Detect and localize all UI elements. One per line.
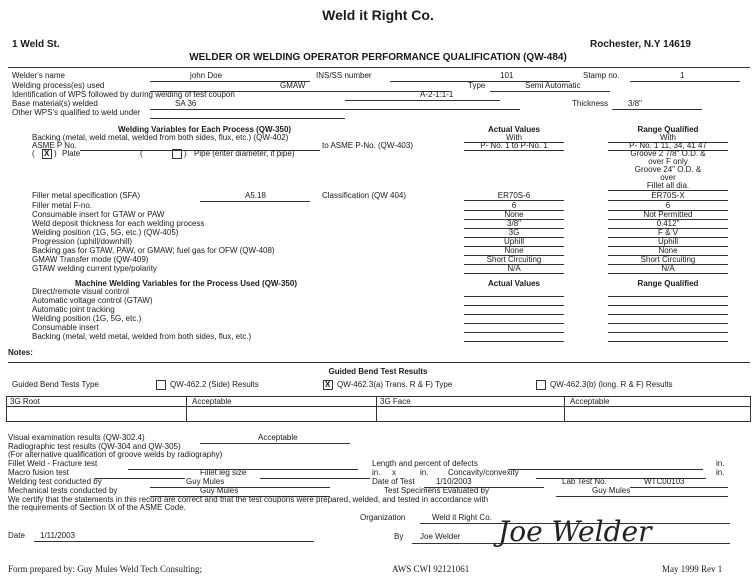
company-name: Weld it Right Co. <box>322 7 434 23</box>
actual-value: 3/8" <box>507 219 521 228</box>
range-value: Fillet all dia. <box>646 181 690 190</box>
fillet-fracture-label: Fillet Weld - Fracture test <box>8 459 98 468</box>
actual-value: 3G <box>508 228 520 237</box>
alt-qualification-label: (For alternative qualification of groove welds by radiography) <box>8 450 223 459</box>
machine-range-line <box>608 296 728 297</box>
range-value: F & V <box>657 228 678 237</box>
actual-value: ER70S-6 <box>497 191 531 200</box>
filler-spec-value: A5.18 <box>245 191 266 200</box>
ins-label: INS/SS number <box>316 71 372 80</box>
plate-label: Plate <box>62 149 81 158</box>
machine-actual-line <box>464 341 564 342</box>
range-value: Groove 2 7/8" O.D. & <box>630 149 706 158</box>
company-city: Rochester, N.Y 14619 <box>590 39 691 50</box>
process-value: GMAW <box>280 81 306 90</box>
range-value: ER70S-X <box>651 191 685 200</box>
actual-value: None <box>504 210 524 219</box>
long-bend-label: QW-462.3(b) (long. R & F) Results <box>550 380 673 389</box>
lab-test-value: WTC00103 <box>644 477 685 486</box>
type-label: Type <box>468 81 486 90</box>
machine-actual-line <box>464 332 564 333</box>
date-label: Date <box>8 531 25 540</box>
actual-line <box>464 273 564 274</box>
type-line <box>490 91 610 92</box>
concavity-label: Concavity/convexity <box>448 468 519 477</box>
conducted-by-value: Guy Mules <box>186 477 225 486</box>
trans-bend-checkbox[interactable] <box>323 380 333 390</box>
bend-types-label: Guided Bend Tests Type <box>12 380 99 389</box>
footer-aws: AWS CWI 92121061 <box>392 564 470 574</box>
thickness-value: 3/8" <box>628 99 642 108</box>
company-address: 1 Weld St. <box>12 39 60 50</box>
thickness-label: Thickness <box>572 99 609 108</box>
machine-variable-label: Automatic voltage control (GTAW) <box>32 296 153 305</box>
machine-variable-label: Welding position (1G, 5G, etc.) <box>32 314 142 323</box>
actual-value: Uphill <box>503 237 524 246</box>
machine-variable-label: Backing (metal, weld metal, welded from both sides, flux, etc.) <box>32 332 252 341</box>
machine-variable-label: Automatic joint tracking <box>32 305 115 314</box>
variable-label: Welding position (1G, 5G, etc.) (QW-405) <box>32 228 179 237</box>
other-wps-line <box>150 118 345 119</box>
machine-range-line <box>608 332 728 333</box>
filler-spec-line <box>200 201 310 202</box>
actual-value: P- No. 1 to P-No. 1 <box>480 141 548 150</box>
date-line <box>34 541 314 542</box>
machine-actual-line <box>464 305 564 306</box>
machine-range-line <box>608 305 728 306</box>
macro-fusion-label: Macro fusion test <box>8 468 69 477</box>
lab-test-line <box>630 487 728 488</box>
bend-cell: Acceptable <box>570 397 610 406</box>
radiographic-label: Radiographic test results (QW-304 and QW-305) <box>8 442 181 451</box>
signature: Joe Welder <box>498 515 652 548</box>
range-value: N/A <box>661 264 675 273</box>
bend-cell: Acceptable <box>192 397 232 406</box>
pipe-checkbox[interactable] <box>172 149 182 159</box>
stamp-label: Stamp no. <box>583 71 620 80</box>
range-value: 6 <box>665 201 671 210</box>
classification-label: Classification (QW 404) <box>322 191 407 200</box>
asme-p-label: ASME P No. <box>32 141 77 150</box>
machine-heading: Machine Welding Variables for the Process Used (QW-350) <box>75 279 297 288</box>
variables-heading: Welding Variables for Each Process (QW-350) <box>118 125 292 134</box>
variable-label: Progression (uphill/downhill) <box>32 237 133 246</box>
x-separator: x <box>392 468 396 477</box>
fillet-leg-label: Fillet leg size <box>200 468 247 477</box>
bend-results-table <box>6 396 751 422</box>
type-value: Semi Automatic <box>525 81 581 90</box>
conducted-by-line <box>150 487 330 488</box>
form-title: WELDER OR WELDING OPERATOR PERFORMANCE QUALIFICATION (QW-484) <box>189 52 567 63</box>
machine-range-heading: Range Qualified <box>637 279 699 288</box>
actual-values-heading: Actual Values <box>487 125 541 134</box>
variable-label: GTAW welding current type/polarity <box>32 264 157 273</box>
ins-value: 101 <box>500 71 514 80</box>
actual-value: With <box>506 133 522 142</box>
bend-col-divider <box>186 396 187 422</box>
machine-variable-label: Direct/remote visual control <box>32 287 129 296</box>
by-label: By <box>394 532 404 541</box>
range-value: Not Permitted <box>643 210 693 219</box>
side-bend-label: QW-462.2 (Side) Results <box>170 380 259 389</box>
range-value: Uphill <box>657 237 678 246</box>
certify-line-2: the requirements of Section IX of the ASME Code. <box>8 503 186 512</box>
to-asme-label: to ASME P-No. (QW-403) <box>322 141 413 150</box>
length-defects-label: Length and percent of defects <box>372 459 478 468</box>
lab-test-label: Lab Test No. <box>562 477 607 486</box>
inch-unit: in. <box>716 459 725 468</box>
wps-label: Identification of WPS followed by during welding of test coupon <box>12 90 235 99</box>
organization-value: Weld it Right Co. <box>432 513 492 522</box>
variable-label: Weld deposit thickness for each welding process <box>32 219 205 228</box>
trans-bend-check-mark: X <box>325 380 331 389</box>
long-bend-checkbox[interactable] <box>536 380 546 390</box>
machine-actual-line <box>464 296 564 297</box>
range-line <box>608 273 728 274</box>
inch-unit: in. <box>420 468 429 477</box>
inch-unit: in. <box>372 468 381 477</box>
machine-range-line <box>608 341 728 342</box>
organization-label: Organization <box>360 513 406 522</box>
range-value: Groove 24" O.D. & <box>634 165 702 174</box>
machine-actual-heading: Actual Values <box>487 279 541 288</box>
process-label: Welding process(es) used <box>12 81 105 90</box>
machine-range-line <box>608 323 728 324</box>
actual-line <box>464 150 564 151</box>
footer-revision: May 1999 Rev 1 <box>662 564 723 574</box>
bend-cell: 3G Face <box>380 397 411 406</box>
date-of-test-value: 1/10/2003 <box>436 477 472 486</box>
range-value: over <box>660 173 676 182</box>
signature-line <box>412 543 730 544</box>
thickness-line <box>612 109 702 110</box>
bend-cell: 3G Root <box>10 397 40 406</box>
welder-name-value: john Doe <box>190 71 223 80</box>
bend-table-divider <box>6 406 750 407</box>
inch-unit: in. <box>716 468 725 477</box>
pipe-label: Pipe (enter diameter, if pipe) <box>194 149 295 158</box>
specimens-line <box>556 496 728 497</box>
range-value: 0.412" <box>656 219 680 228</box>
bend-heading: Guided Bend Test Results <box>328 367 428 376</box>
stamp-line <box>630 81 740 82</box>
actual-value: N/A <box>507 264 521 273</box>
footer-prepared-by: Form prepared by: Guy Mules Weld Tech Consulting; <box>8 564 203 574</box>
notes-rule <box>8 362 750 363</box>
filler-spec-label: Filler metal specification (SFA) <box>32 191 141 200</box>
plate-checkbox[interactable] <box>42 149 52 159</box>
pipe-open-paren: ( <box>140 149 143 158</box>
variable-label: Filler metal F-no. <box>32 201 93 210</box>
backing-label: Backing (metal, weld metal, welded from both sides, flux, etc.) (QW-402) <box>32 133 289 142</box>
conducted-by-label: Welding test conducted by <box>8 477 102 486</box>
visual-label: Visual examination results (QW-302.4) <box>8 433 145 442</box>
pipe-close-paren: ) <box>184 149 187 158</box>
date-value: 1/11/2003 <box>40 531 75 540</box>
specimens-label: Test Specimens Evaluated by <box>384 486 489 495</box>
bend-col-divider <box>564 396 565 422</box>
fillet-leg-line <box>260 478 370 479</box>
visual-line <box>200 443 350 444</box>
plate-check-mark: X <box>44 149 50 158</box>
base-material-line <box>150 109 520 110</box>
mech-tests-value: Guy Mules <box>200 486 239 495</box>
range-value: over F only <box>648 157 688 166</box>
range-qualified-heading: Range Qualified <box>637 125 699 134</box>
stamp-value: 1 <box>680 71 685 80</box>
wps-value: A-2-1:1-1 <box>420 90 454 99</box>
wps-line <box>345 100 500 101</box>
date-of-test-label: Date of Test <box>372 477 415 486</box>
header-rule <box>8 67 750 68</box>
other-wps-label: Other WPS's qualified to weld under <box>12 108 141 117</box>
base-material-value: SA 36 <box>175 99 197 108</box>
notes-label: Notes: <box>8 348 33 357</box>
mech-tests-label: Mechanical tests conducted by <box>8 486 118 495</box>
actual-value: None <box>504 246 524 255</box>
base-material-label: Base material(s) welded <box>12 99 98 108</box>
by-value: Joe Welder <box>420 532 461 541</box>
side-bend-checkbox[interactable] <box>156 380 166 390</box>
machine-variable-label: Consumable insert <box>32 323 99 332</box>
variable-label: GMAW Transfer mode (QW-409) <box>32 255 149 264</box>
range-value: None <box>658 246 678 255</box>
range-value: Short Circuiting <box>640 255 696 264</box>
actual-value: 6 <box>511 201 517 210</box>
range-value: With <box>660 133 676 142</box>
machine-actual-line <box>464 314 564 315</box>
certify-line-1: We certify that the statements in this record are correct and that the test coupons were prepared, welded, and tested in accordance with <box>8 495 489 504</box>
machine-range-line <box>608 314 728 315</box>
variable-label: Backing gas for GTAW, PAW, or GMAW; fuel gas for OFW (QW-408) <box>32 246 275 255</box>
macro-fusion-line <box>95 478 185 479</box>
actual-value: Short Circuiting <box>486 255 542 264</box>
plate-close-paren: ) <box>54 149 57 158</box>
visual-value: Acceptable <box>258 433 298 442</box>
variable-label: Consumable insert for GTAW or PAW <box>32 210 165 219</box>
welder-name-label: Welder's name <box>12 71 65 80</box>
bend-col-divider <box>376 396 377 422</box>
machine-actual-line <box>464 323 564 324</box>
specimens-value: Guy Mules <box>592 486 631 495</box>
length-defects-line <box>508 469 703 470</box>
trans-bend-label: QW-462.3(a) Trans. R & F) Type <box>337 380 453 389</box>
range-value: P- No. 1 11, 34, 41 47 <box>629 141 707 150</box>
plate-open-paren: ( <box>32 149 35 158</box>
